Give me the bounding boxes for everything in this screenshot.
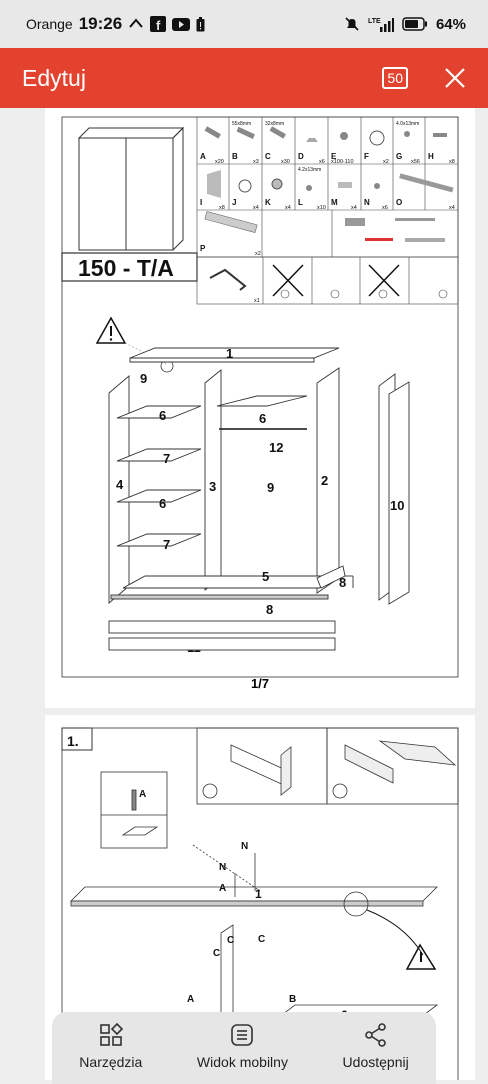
bottom-toolbar bbox=[52, 1012, 436, 1084]
svg-text:4: 4 bbox=[116, 477, 124, 492]
tool-quantity: x1 bbox=[254, 298, 260, 304]
hardware-sizes bbox=[232, 121, 419, 173]
carrier-name: Orange bbox=[26, 16, 73, 32]
svg-text:x2: x2 bbox=[255, 251, 261, 257]
svg-text:B: B bbox=[289, 994, 297, 1005]
svg-text:N: N bbox=[364, 198, 370, 207]
svg-text:L: L bbox=[298, 198, 303, 207]
svg-text:7: 7 bbox=[163, 451, 171, 466]
svg-text:6: 6 bbox=[259, 411, 267, 426]
svg-text:x6: x6 bbox=[319, 159, 325, 165]
svg-text:x10: x10 bbox=[317, 205, 326, 211]
svg-text:6: 6 bbox=[159, 408, 167, 423]
svg-text:E: E bbox=[331, 152, 337, 161]
svg-text:1: 1 bbox=[226, 346, 234, 361]
svg-text:7: 7 bbox=[163, 537, 171, 552]
svg-text:9: 9 bbox=[267, 480, 275, 495]
tools-icon bbox=[98, 1022, 124, 1048]
svg-text:10: 10 bbox=[390, 498, 405, 513]
exploded-wardrobe-view bbox=[109, 348, 409, 633]
svg-text:2: 2 bbox=[321, 473, 329, 488]
step-illustrations bbox=[71, 728, 458, 1033]
svg-text:4.0x13mm: 4.0x13mm bbox=[396, 121, 420, 127]
hardware-pictograms bbox=[205, 126, 454, 242]
svg-text:C: C bbox=[227, 935, 235, 946]
assembly-drawing-page-1 bbox=[45, 108, 475, 708]
tools-button[interactable] bbox=[79, 1022, 142, 1070]
svg-text:A: A bbox=[200, 152, 206, 161]
svg-text:x56: x56 bbox=[411, 159, 420, 165]
svg-text:x100-110: x100-110 bbox=[331, 159, 354, 165]
svg-text:N: N bbox=[219, 862, 227, 873]
app-bar bbox=[0, 48, 488, 108]
page-number: 1/7 bbox=[250, 676, 270, 691]
hardware-quantities bbox=[215, 159, 455, 257]
svg-text:x8: x8 bbox=[219, 205, 225, 211]
svg-text:N: N bbox=[241, 841, 249, 852]
part-numbers bbox=[116, 346, 404, 655]
svg-text:5: 5 bbox=[262, 569, 270, 584]
page-title: Edytuj bbox=[22, 64, 86, 91]
svg-text:x4: x4 bbox=[351, 205, 357, 211]
share-label: Udostępnij bbox=[342, 1054, 409, 1070]
wardrobe-thumbnail bbox=[79, 128, 183, 250]
svg-text:D: D bbox=[298, 152, 304, 161]
svg-text:G: G bbox=[396, 152, 403, 161]
tools-label: Narzędzia bbox=[79, 1054, 143, 1070]
svg-text:A: A bbox=[187, 994, 195, 1005]
svg-text:A: A bbox=[219, 883, 227, 894]
model-title: 150 - T/A bbox=[78, 255, 174, 281]
svg-text:4.2x13mm: 4.2x13mm bbox=[298, 167, 322, 173]
svg-text:32x8mm: 32x8mm bbox=[265, 121, 285, 127]
svg-text:8: 8 bbox=[266, 602, 274, 617]
data-saver-icon bbox=[128, 17, 144, 31]
close-icon[interactable] bbox=[444, 67, 466, 89]
svg-text:x2: x2 bbox=[383, 159, 389, 165]
mobile-view-label: Widok mobilny bbox=[196, 1054, 288, 1070]
svg-text:8: 8 bbox=[339, 575, 347, 590]
svg-text:x6: x6 bbox=[382, 205, 388, 211]
svg-text:1: 1 bbox=[255, 887, 262, 901]
signal-icon bbox=[368, 16, 394, 32]
step-number: 1. bbox=[67, 733, 79, 749]
status-bar bbox=[0, 0, 488, 48]
svg-text:F: F bbox=[364, 152, 369, 161]
svg-text:f: f bbox=[156, 18, 161, 32]
svg-text:x8: x8 bbox=[449, 159, 455, 165]
tool-warnings-grid bbox=[197, 257, 458, 304]
svg-text:C: C bbox=[213, 948, 221, 959]
battery-percent: 64% bbox=[435, 15, 466, 33]
svg-text:3: 3 bbox=[209, 479, 217, 494]
share-button[interactable] bbox=[343, 1022, 409, 1070]
svg-text:6: 6 bbox=[159, 496, 167, 511]
svg-text:x4: x4 bbox=[449, 205, 455, 211]
svg-text:x4: x4 bbox=[253, 205, 259, 211]
svg-text:M: M bbox=[331, 198, 338, 207]
svg-text:x4: x4 bbox=[285, 205, 291, 211]
clock: 19:26 bbox=[78, 14, 123, 33]
svg-text:A: A bbox=[139, 789, 147, 800]
svg-text:12: 12 bbox=[269, 440, 284, 455]
svg-text:55x8mm: 55x8mm bbox=[232, 121, 252, 127]
facebook-icon bbox=[150, 16, 166, 32]
battery-icon bbox=[402, 17, 428, 31]
svg-text:9: 9 bbox=[140, 371, 148, 386]
svg-text:I: I bbox=[200, 198, 203, 207]
svg-text:J: J bbox=[232, 198, 237, 207]
hardware-grid bbox=[197, 117, 458, 257]
mute-icon bbox=[344, 16, 360, 32]
mobile-view-icon bbox=[229, 1022, 255, 1048]
document-viewer[interactable] bbox=[0, 108, 488, 1080]
youtube-icon bbox=[172, 18, 190, 31]
svg-text:P: P bbox=[200, 244, 206, 253]
svg-text:x30: x30 bbox=[281, 159, 290, 165]
svg-text:K: K bbox=[265, 198, 271, 207]
svg-text:LTE: LTE bbox=[367, 18, 381, 25]
mobile-view-button[interactable] bbox=[197, 1022, 288, 1070]
part-11-plinth bbox=[109, 638, 335, 650]
battery-alert-icon bbox=[196, 17, 205, 32]
warning-icon bbox=[97, 318, 125, 343]
svg-text:C: C bbox=[258, 934, 266, 945]
svg-text:O: O bbox=[396, 198, 403, 207]
page-count-button[interactable]: 50 bbox=[382, 67, 408, 89]
document-page-1 bbox=[45, 108, 475, 708]
svg-text:C: C bbox=[265, 152, 271, 161]
svg-text:x3: x3 bbox=[253, 159, 259, 165]
svg-text:H: H bbox=[428, 152, 434, 161]
share-icon bbox=[363, 1022, 389, 1048]
svg-text:B: B bbox=[232, 152, 238, 161]
svg-text:x20: x20 bbox=[215, 159, 224, 165]
